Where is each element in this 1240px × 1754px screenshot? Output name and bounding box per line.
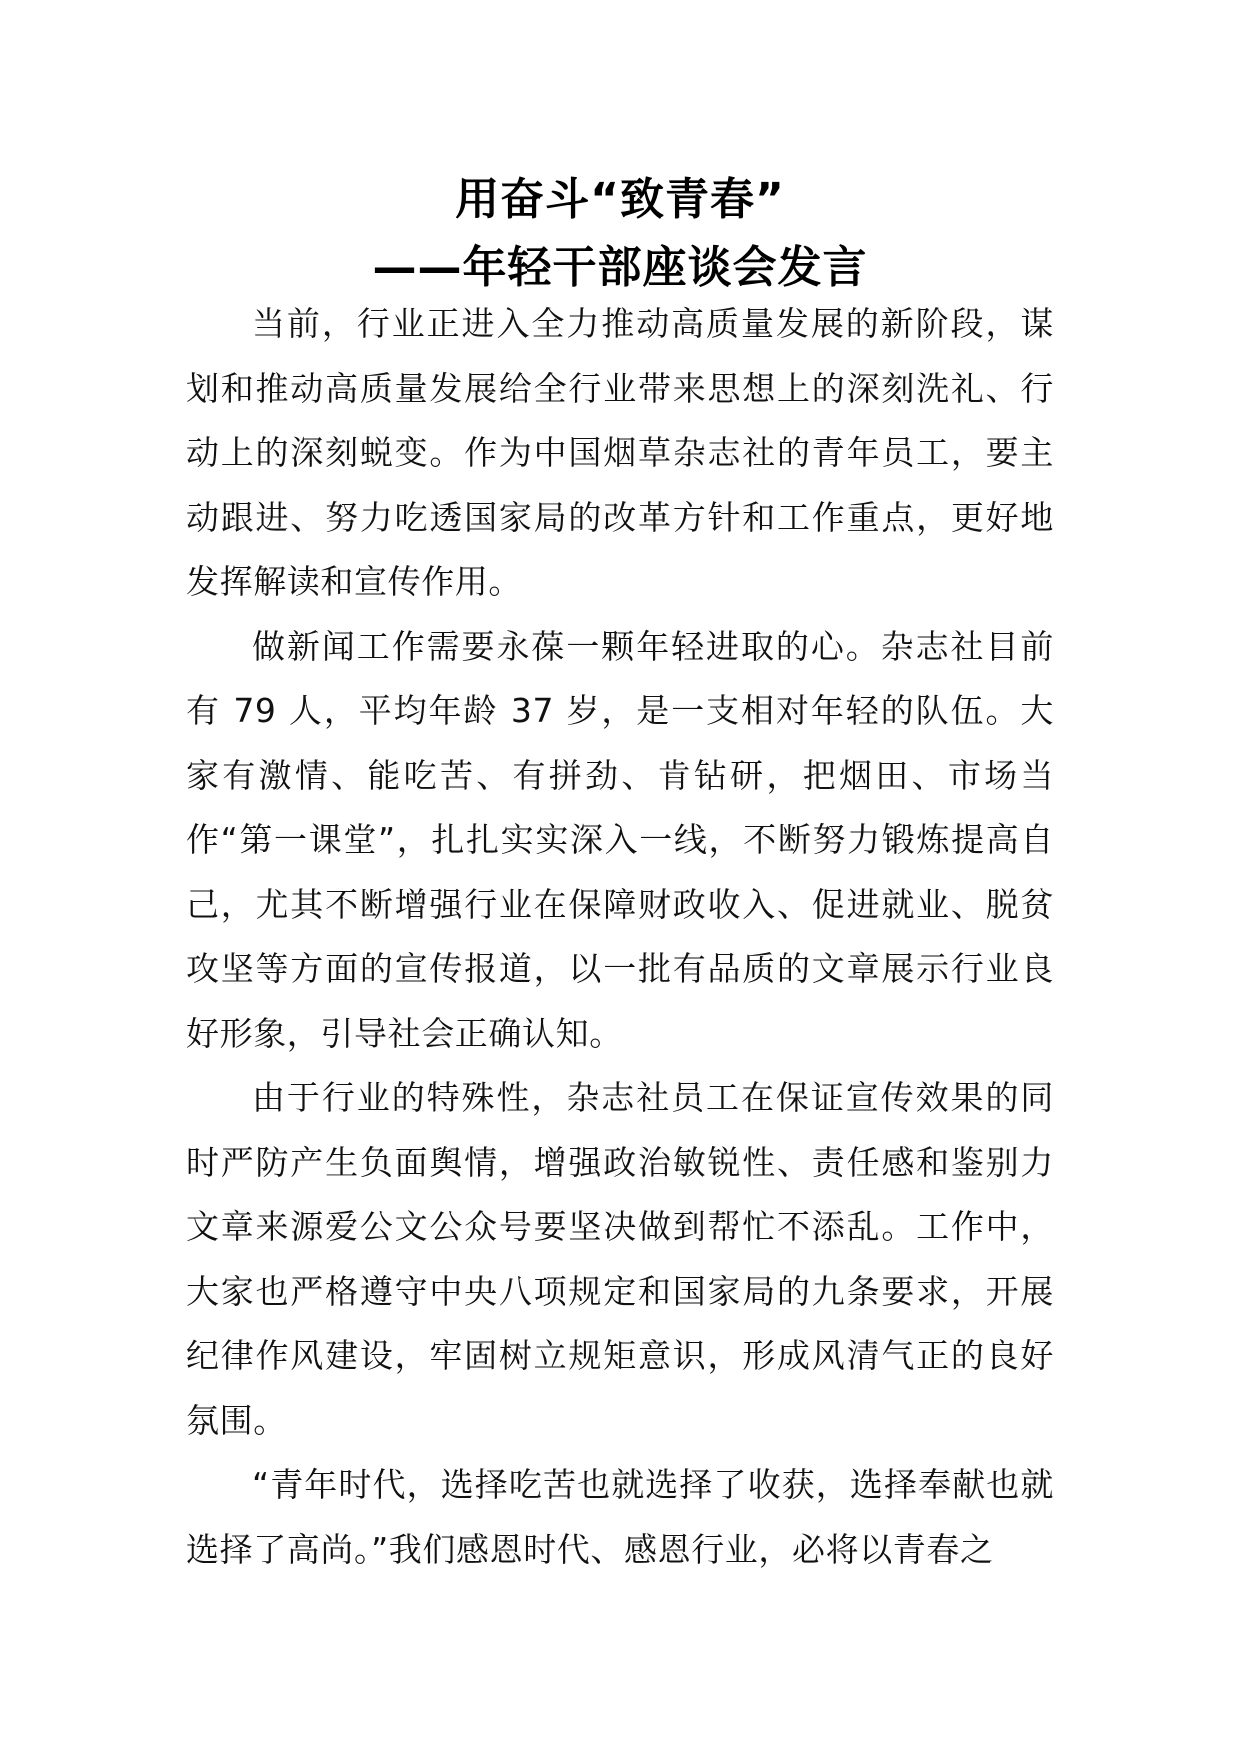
title-block <box>0 166 1240 302</box>
paragraph-4: “青年时代，选择吃苦也就选择了收获，选择奉献也就选择了高尚。”我们感恩时代、感恩行业，必将以青春之 <box>186 1465 1054 1569</box>
paragraph-1: 当前，行业正进入全力推动高质量发展的新阶段，谋划和推动高质量发展给全行业带来思想上的深刻洗礼、行动上的深刻蜕变。作为中国烟草杂志社的青年员工，要主动跟进、努力吃透国家局的改革方针和工作重点，更好地发挥解读和宣传作用。 <box>186 304 1054 601</box>
document-subtitle: ——年轻干部座谈会发言 <box>372 242 868 293</box>
paragraph-2: 做新闻工作需要永葆一颗年轻进取的心。杂志社目前有 79 人，平均年龄 37 岁，是一支相对年轻的队伍。大家有激情、能吃苦、有拼劲、肯钻研，把烟田、市场当作“第一课堂”，扎扎实实深入一线，不断努力锻炼提高自己，尤其不断增强行业在保障财政收入、促进就业、脱贫攻坚等方面的宣传报道，以一批有品质的文章展示行业良好形象，引导社会正确认知。 <box>186 626 1054 1053</box>
paragraph-3: 由于行业的特殊性，杂志社员工在保证宣传效果的同时严防产生负面舆情，增强政治敏锐性、责任感和鉴别力文章来源爱公文公众号要坚决做到帮忙不添乱。工作中，大家也严格遵守中央八项规定和国家局的九条要求，开展纪律作风建设，牢固树立规矩意识，形成风清气正的良好氛围。 <box>186 1078 1054 1440</box>
document-title: 用奋斗“致青春” <box>455 174 785 225</box>
document-body <box>186 292 1054 1582</box>
